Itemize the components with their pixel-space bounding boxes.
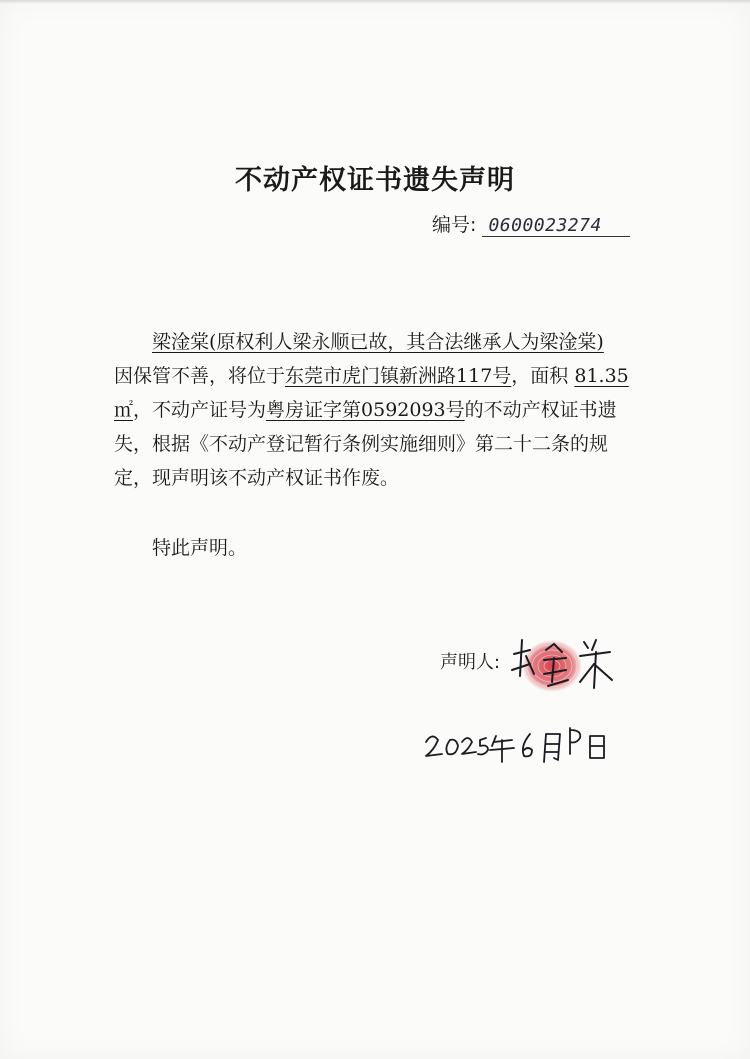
owner-name: 梁淦棠(原权利人梁永顺已故，其合法继承人为梁淦棠) [152,331,604,353]
paragraph-line-5: 定，现声明该不动产权证书作废。 [114,467,400,489]
paragraph-line-2 [114,359,660,393]
text-span: ，面积 [511,365,569,387]
text-span: 因保管不善，将位于 [114,365,286,387]
number-label: 编号: [432,214,477,236]
handwritten-date [420,720,610,770]
certificate-number-row [432,210,630,237]
property-area: 81.35 [574,365,629,387]
paragraph-line-4: 失，根据《不动产登记暂行条例实施细则》第二十二条的规 [114,433,609,455]
text-span: ，不动产证号为 [133,399,267,421]
declaration-paragraph [114,325,660,495]
signature-with-fingerprint [508,630,618,696]
closing-statement: 特此声明。 [152,537,248,559]
paragraph-line-1 [114,325,660,359]
declarant-label: 声明人: [440,652,501,673]
property-address: 东莞市虎门镇新洲路117号 [285,365,512,387]
certificate-id: 粤房证字第0592093号 [266,399,465,421]
number-value: 0600023274 [482,215,630,237]
document-title: 不动产权证书遗失声明 [235,165,515,196]
scan-edge [0,0,750,4]
text-span: 的不动产权证书遗 [464,399,617,421]
area-unit: ㎡ [114,399,134,421]
paragraph-line-3 [114,393,660,427]
